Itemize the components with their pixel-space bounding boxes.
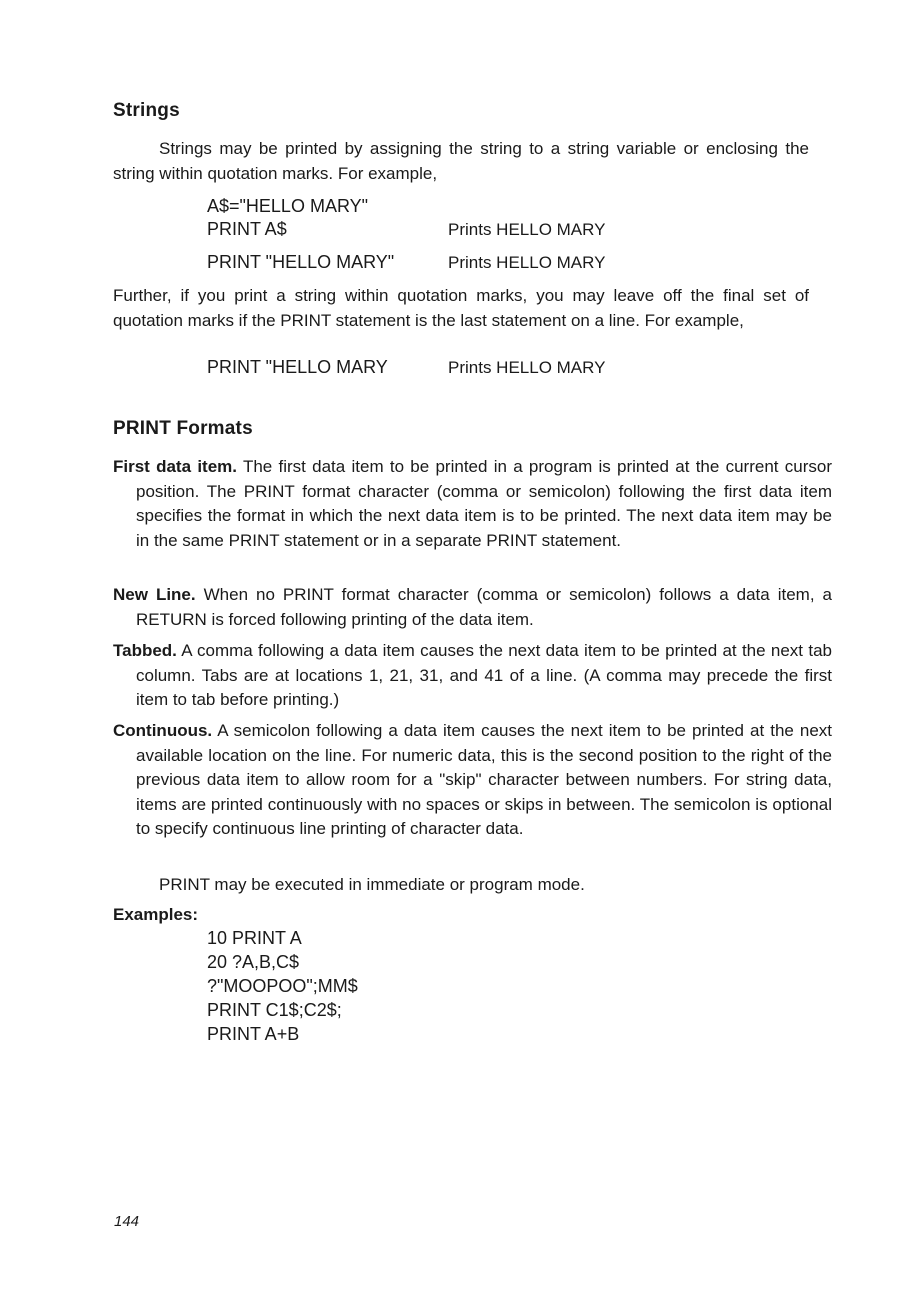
definition-term: New Line. — [113, 585, 196, 604]
definition-text: A comma following a data item causes the next data item to be printed at the next tab column. Tabs are at locations 1, 21, 31, and 41 of a line. (A comma may precede the first item to tab before printing.) — [136, 641, 832, 709]
example-line-4: PRINT C1$;C2$; — [207, 1000, 342, 1020]
strings-further-paragraph: Further, if you print a string within quotation marks, you may leave off the final set of quotation marks if the PRINT statement is the last statement on a line. For example, — [113, 286, 809, 330]
strings-heading: Strings — [113, 100, 180, 121]
mode-note: PRINT may be executed in immediate or program mode. — [159, 875, 585, 894]
print-formats-heading: PRINT Formats — [113, 418, 253, 439]
strings-example2-result: Prints HELLO MARY — [448, 358, 606, 377]
example-line-3: ?"MOOPOO";MM$ — [207, 976, 358, 996]
strings-example2-code: PRINT "HELLO MARY — [207, 357, 388, 377]
definition-text: The first data item to be printed in a program is printed at the current cursor position. The PRINT format character (comma or semicolon) following the first data item specifies the format in which the next data item is to be printed. The next data item may be in the same PRINT statement or in a separate PRINT statement. — [136, 457, 832, 550]
strings-example-code-1: A$="HELLO MARY" — [207, 196, 369, 216]
definition-term: First data item. — [113, 457, 237, 476]
definition-text: A semicolon following a data item causes the next item to be printed at the next available location on the line. For numeric data, this is the second position to the right of the previous data item to allow room for a "skip" character between numbers. For string data, items are printed continuously with no spaces or skips in between. The semicolon is optional to specify continuous line printing of character data. — [136, 721, 832, 838]
example-line-1: 10 PRINT A — [207, 928, 302, 948]
example-line-5: PRINT A+B — [207, 1024, 300, 1044]
page-number: 144 — [114, 1213, 140, 1230]
definition-term: Continuous. — [113, 721, 213, 740]
definition-text: When no PRINT format character (comma or semicolon) follows a data item, a RETURN is forced following printing of the data item. — [136, 585, 833, 629]
definition-new-line — [113, 583, 832, 632]
strings-intro-paragraph: Strings may be printed by assigning the string to a string variable or enclosing the string within quotation marks. For example, — [113, 139, 809, 183]
examples-label: Examples: — [113, 905, 199, 924]
strings-example-result-3: Prints HELLO MARY — [448, 253, 606, 272]
definition-first-data-item — [113, 455, 832, 553]
strings-example-result-2: Prints HELLO MARY — [448, 220, 606, 239]
definition-continuous — [113, 719, 832, 842]
strings-example-code-3: PRINT "HELLO MARY" — [207, 252, 395, 272]
definition-term: Tabbed. — [113, 641, 177, 660]
strings-example-code-2: PRINT A$ — [207, 219, 287, 239]
definition-tabbed — [113, 639, 832, 713]
example-line-2: 20 ?A,B,C$ — [207, 952, 300, 972]
